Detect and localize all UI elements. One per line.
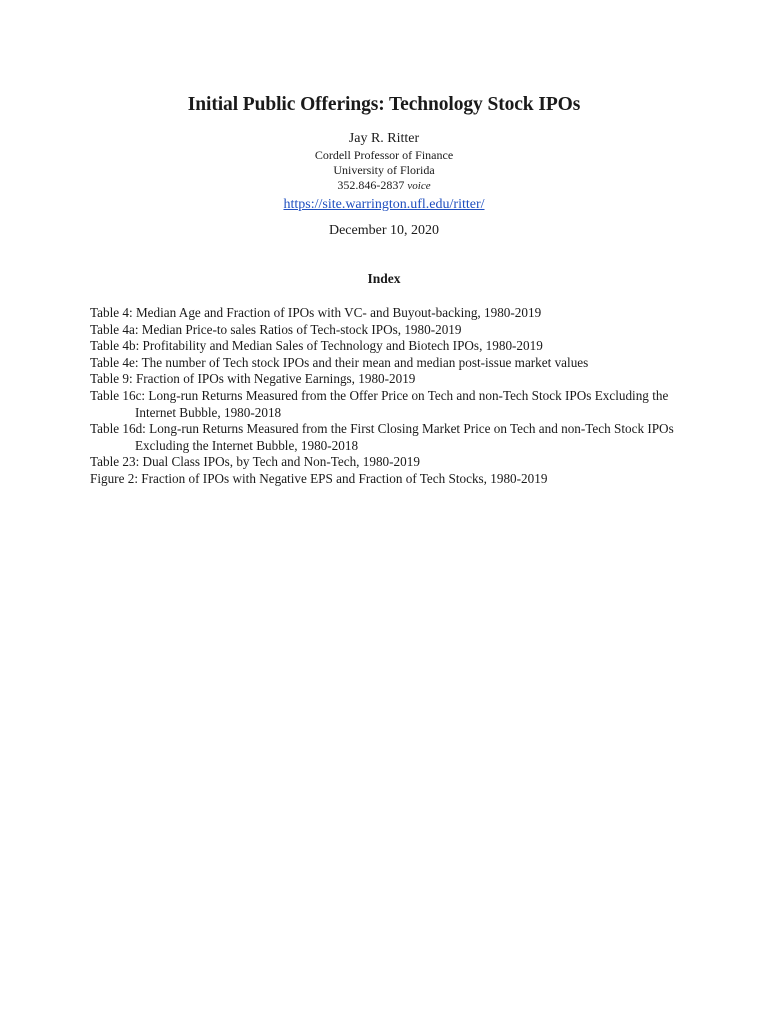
index-item: Table 23: Dual Class IPOs, by Tech and Non-Tech, 1980-2019 [90,454,420,470]
index-item: Table 4b: Profitability and Median Sales of Technology and Biotech IPOs, 1980-2019 [90,338,543,354]
author-phone: 352.846-2837 [337,178,405,192]
author-institution: University of Florida [333,163,435,177]
index-item: Table 16c: Long-run Returns Measured from the Offer Price on Tech and non-Tech Stock IPOs Excluding the Internet Bubble, 1980-2018 [90,387,669,420]
index-item: Table 4e: The number of Tech stock IPOs and their mean and median post-issue market values [90,354,589,370]
index-item: Table 4: Median Age and Fraction of IPOs with VC- and Buyout-backing, 1980-2019 [90,305,542,320]
index-item: Table 4a: Median Price-to sales Ratios of Tech-stock IPOs, 1980-2019 [90,321,462,337]
author-position: Cordell Professor of Finance [314,148,454,162]
author-website-link[interactable]: https://site.warrington.ufl.edu/ritter/ [283,197,485,212]
index-item: Table 9: Fraction of IPOs with Negative Earnings, 1980-2019 [90,371,416,387]
author-phone-label: voice [407,180,431,192]
index-item: Figure 2: Fraction of IPOs with Negative EPS and Fraction of Tech Stocks, 1980-2019 [90,470,548,486]
index-item: Table 16d: Long-run Returns Measured from the First Closing Market Price on Tech and non-Tech Stock IPOs Excluding the Internet Bubble, 1980-2018 [90,421,674,453]
author-block [0,130,768,214]
index-list [90,305,690,488]
document-title: Initial Public Offerings: Technology Stock IPOs [187,94,581,115]
author-name: Jay R. Ritter [348,131,420,146]
document-date: December 10, 2020 [328,223,440,238]
author-phone-line [0,178,768,194]
index-heading: Index [367,271,401,286]
